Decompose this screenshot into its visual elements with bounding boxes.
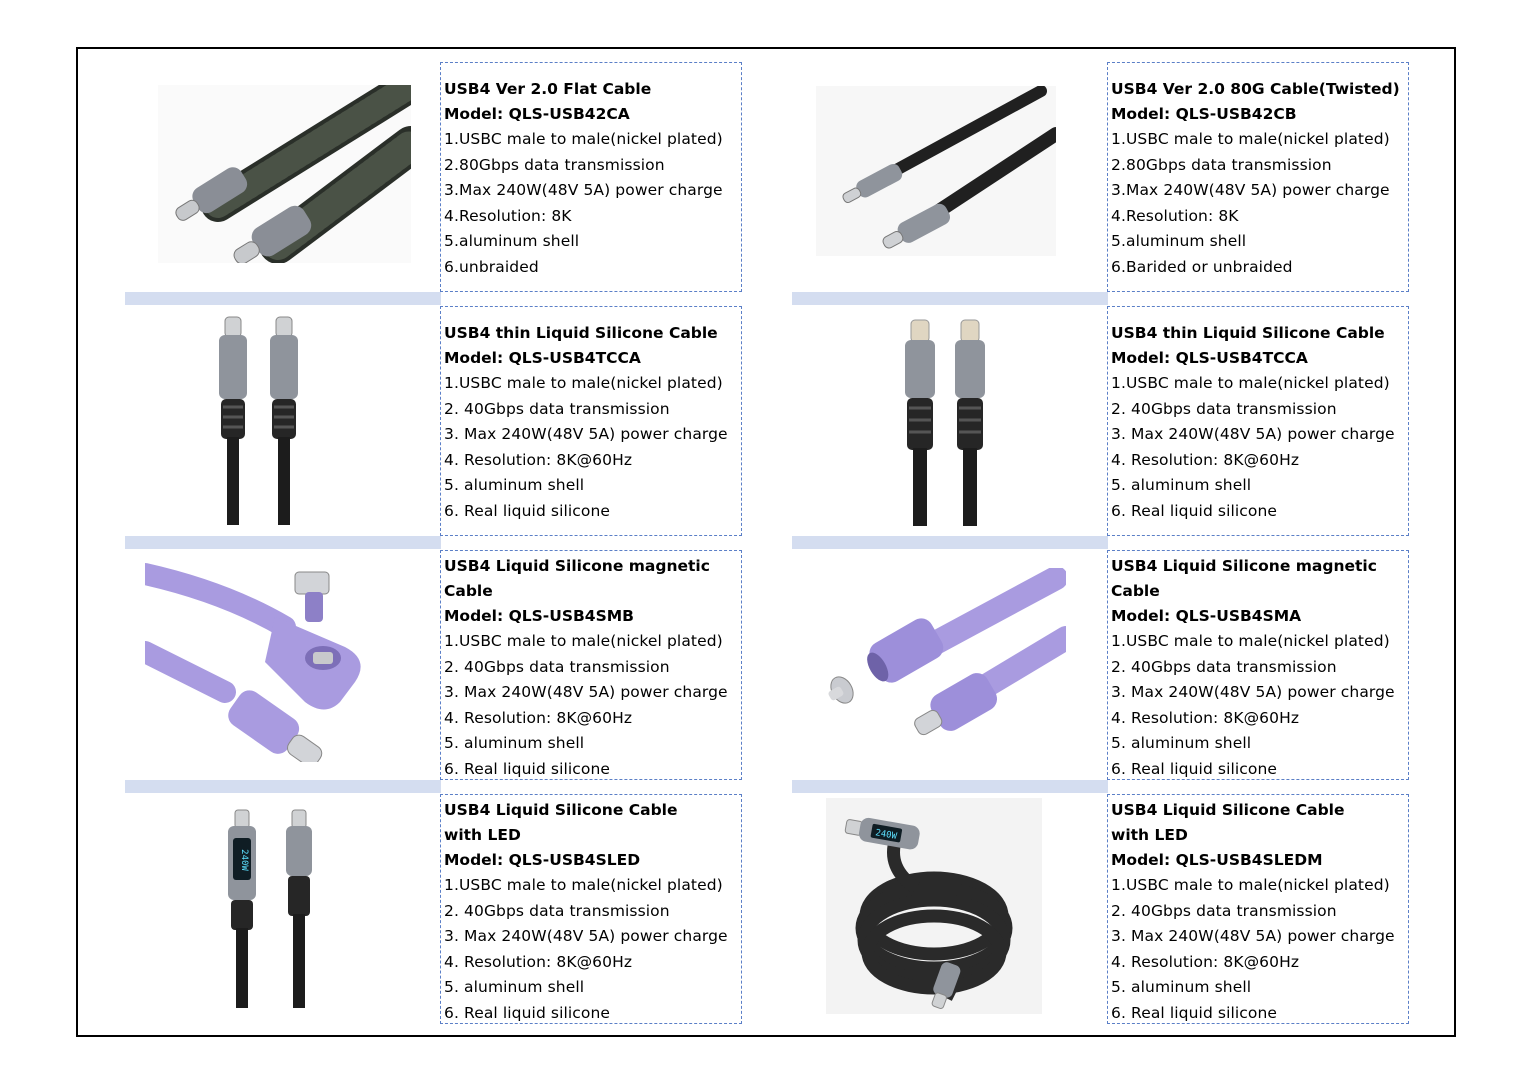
row-separator (792, 292, 1108, 305)
feature-item: 5. aluminum shell (444, 476, 585, 495)
feature-item: 4.Resolution: 8K (444, 206, 572, 225)
row-separator (125, 292, 441, 305)
row-separator (125, 780, 441, 793)
feature-item: 6. Real liquid silicone (444, 1003, 611, 1022)
feature-list (1111, 127, 1408, 281)
feature-item: 4.Resolution: 8K (1111, 206, 1239, 225)
feature-item: 5. aluminum shell (444, 734, 585, 753)
feature-list (444, 629, 741, 783)
feature-item: 5. aluminum shell (444, 978, 585, 997)
feature-item: 5. aluminum shell (1111, 978, 1252, 997)
product-model: Model: QLS-USB4SLED (444, 851, 641, 869)
product-title: USB4 Liquid Silicone magnetic Cable (1111, 557, 1377, 600)
product-card (1107, 306, 1409, 536)
feature-list (1111, 371, 1408, 525)
feature-list (444, 371, 741, 525)
feature-item: 4. Resolution: 8K@60Hz (1111, 708, 1300, 727)
feature-list (1111, 873, 1408, 1027)
feature-item: 6. Real liquid silicone (444, 501, 611, 520)
led-cable-image (218, 808, 328, 1008)
feature-item: 3. Max 240W(48V 5A) power charge (444, 927, 728, 946)
row-separator (125, 536, 441, 549)
feature-list (1111, 629, 1408, 783)
feature-item: 3.Max 240W(48V 5A) power charge (444, 181, 723, 200)
feature-item: 2. 40Gbps data transmission (444, 657, 670, 676)
feature-item: 4. Resolution: 8K@60Hz (444, 708, 633, 727)
thin-silicone-cable-image (895, 318, 995, 526)
coiled-led-cable-image (826, 798, 1042, 1014)
feature-item: 6. Real liquid silicone (444, 759, 611, 778)
feature-item: 1.USBC male to male(nickel plated) (1111, 374, 1390, 392)
feature-item: 3. Max 240W(48V 5A) power charge (1111, 425, 1395, 444)
feature-item: 4. Resolution: 8K@60Hz (444, 450, 633, 469)
feature-item: 4. Resolution: 8K@60Hz (1111, 952, 1300, 971)
product-card (440, 306, 742, 536)
product-model: Model: QLS-USB4SMB (444, 607, 634, 625)
feature-item: 5. aluminum shell (1111, 734, 1252, 753)
twisted-cable-image (816, 86, 1056, 256)
product-model: Model: QLS-USB42CB (1111, 105, 1297, 123)
feature-list (444, 127, 741, 281)
feature-item: 6.unbraided (444, 257, 539, 276)
feature-item: 4. Resolution: 8K@60Hz (444, 952, 633, 971)
feature-item: 3. Max 240W(48V 5A) power charge (444, 425, 728, 444)
feature-item: 5. aluminum shell (1111, 476, 1252, 495)
feature-item: 2.80Gbps data transmission (1111, 155, 1332, 174)
product-card (1107, 550, 1409, 780)
feature-item: 2. 40Gbps data transmission (444, 901, 670, 920)
led-display-text: 240W (874, 828, 898, 842)
product-title: USB4 thin Liquid Silicone Cable (444, 324, 718, 342)
row-separator (792, 780, 1108, 793)
feature-list (444, 873, 741, 1027)
thin-silicone-cable-image (205, 315, 310, 525)
product-title: USB4 Liquid Silicone Cable with LED (444, 801, 678, 844)
feature-item: 3. Max 240W(48V 5A) power charge (1111, 927, 1395, 946)
feature-item: 2. 40Gbps data transmission (1111, 901, 1337, 920)
flat-braided-cable-image (158, 85, 411, 263)
product-model: Model: QLS-USB4TCCA (444, 349, 641, 367)
feature-item: 1.USBC male to male(nickel plated) (1111, 632, 1390, 650)
product-title: USB4 Ver 2.0 80G Cable(Twisted) (1111, 80, 1400, 98)
product-model: Model: QLS-USB4SLEDM (1111, 851, 1323, 869)
magnetic-straight-cable-image (816, 568, 1066, 750)
feature-item: 1.USBC male to male(nickel plated) (1111, 130, 1390, 148)
magnetic-angled-cable-image (145, 562, 385, 762)
product-card (1107, 794, 1409, 1024)
feature-item: 6. Real liquid silicone (1111, 1003, 1278, 1022)
feature-item: 3. Max 240W(48V 5A) power charge (1111, 683, 1395, 702)
feature-item: 1.USBC male to male(nickel plated) (1111, 876, 1390, 894)
feature-item: 2. 40Gbps data transmission (1111, 399, 1337, 418)
feature-item: 1.USBC male to male(nickel plated) (444, 632, 723, 650)
feature-item: 1.USBC male to male(nickel plated) (444, 130, 723, 148)
product-title: USB4 thin Liquid Silicone Cable (1111, 324, 1385, 342)
row-separator (792, 536, 1108, 549)
feature-item: 4. Resolution: 8K@60Hz (1111, 450, 1300, 469)
feature-item: 3.Max 240W(48V 5A) power charge (1111, 181, 1390, 200)
product-card (440, 62, 742, 292)
product-title: USB4 Liquid Silicone magnetic Cable (444, 557, 710, 600)
feature-item: 5.aluminum shell (1111, 232, 1247, 251)
product-model: Model: QLS-USB42CA (444, 105, 630, 123)
feature-item: 3. Max 240W(48V 5A) power charge (444, 683, 728, 702)
feature-item: 1.USBC male to male(nickel plated) (444, 374, 723, 392)
feature-item: 2. 40Gbps data transmission (444, 399, 670, 418)
feature-item: 5.aluminum shell (444, 232, 580, 251)
product-title: USB4 Ver 2.0 Flat Cable (444, 80, 652, 98)
product-card (1107, 62, 1409, 292)
led-display-text: 240W (239, 849, 249, 871)
product-title: USB4 Liquid Silicone Cable with LED (1111, 801, 1345, 844)
feature-item: 1.USBC male to male(nickel plated) (444, 876, 723, 894)
product-model: Model: QLS-USB4SMA (1111, 607, 1302, 625)
feature-item: 2.80Gbps data transmission (444, 155, 665, 174)
feature-item: 6.Barided or unbraided (1111, 257, 1293, 276)
feature-item: 6. Real liquid silicone (1111, 501, 1278, 520)
product-card (440, 550, 742, 780)
feature-item: 2. 40Gbps data transmission (1111, 657, 1337, 676)
product-card (440, 794, 742, 1024)
product-model: Model: QLS-USB4TCCA (1111, 349, 1308, 367)
feature-item: 6. Real liquid silicone (1111, 759, 1278, 778)
